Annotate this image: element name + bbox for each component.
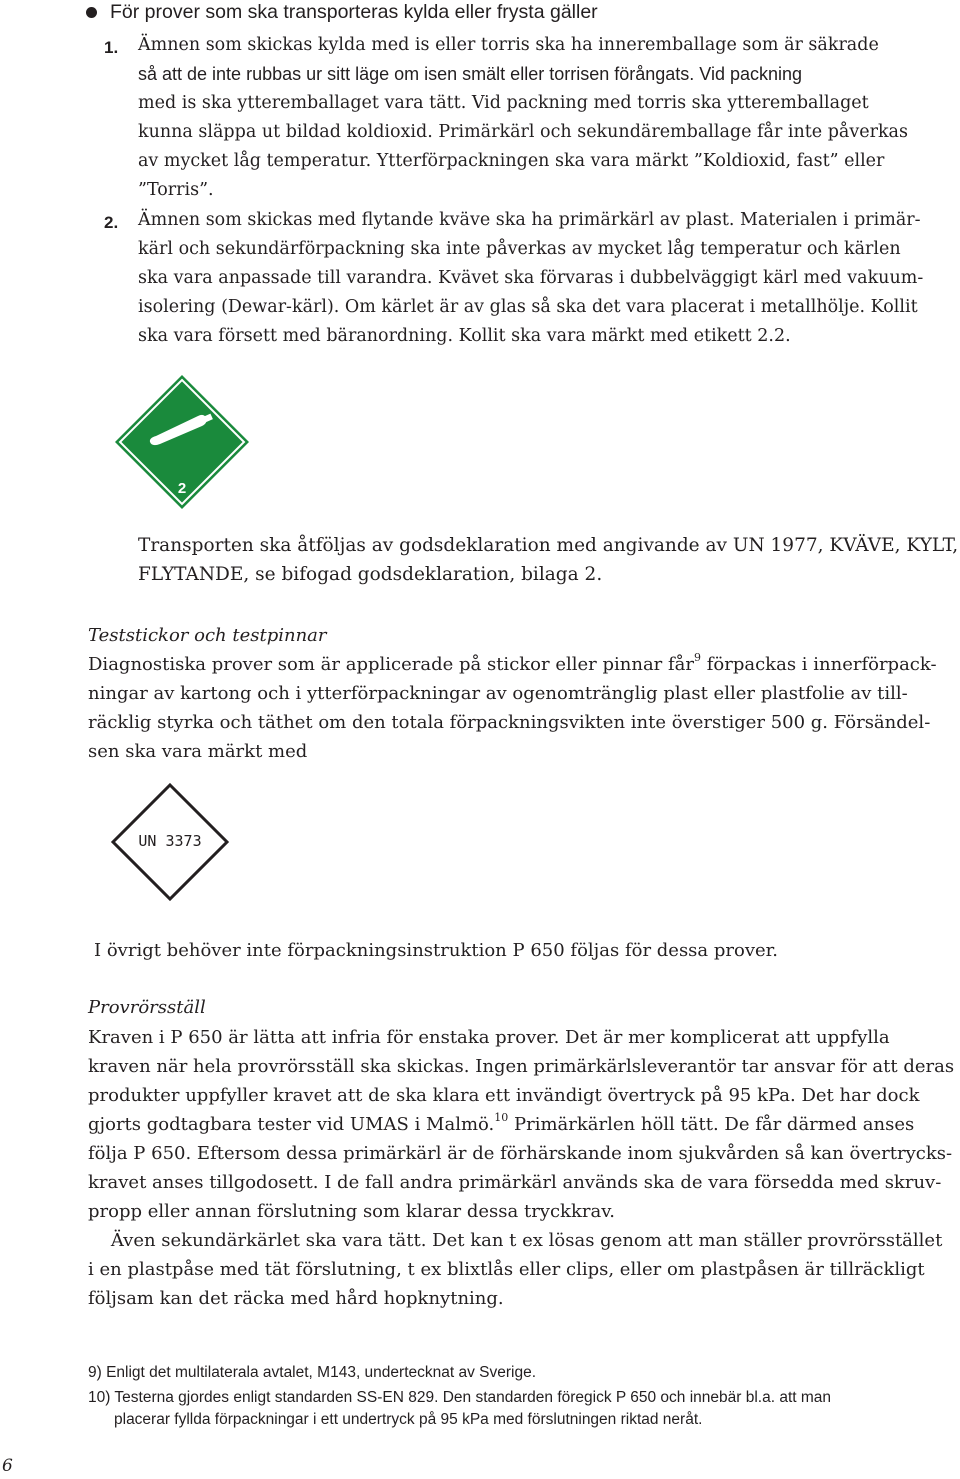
test-sticks-paragraph xyxy=(88,650,956,766)
item-line: kärl och sekundärförpackning ska inte påverkas av mycket låg temperatur och kärlen xyxy=(138,239,901,259)
text-run: förpackas i innerförpack- xyxy=(701,654,937,675)
item-line: ska vara försett med bäranordning. Kollit ska vara märkt med etikett 2.2. xyxy=(138,326,791,346)
footnote-ref-9: 9 xyxy=(694,651,702,664)
transport-note xyxy=(138,531,960,589)
footnotes xyxy=(88,1362,831,1431)
paragraph-line: räcklig styrka och täthet om den totala förpackningsvikten inte överstiger 500 g. Försändel- xyxy=(88,712,931,733)
item-line: Ämnen som skickas med flytande kväve ska ha primärkärl av plast. Materialen i primär- xyxy=(138,210,921,230)
footnote-ref-10: 10 xyxy=(494,1111,509,1124)
item-line: Ämnen som skickas kylda med is eller torris ska ha inneremballage som är säkrade xyxy=(138,35,879,55)
bullet-dot xyxy=(86,7,97,18)
paragraph-line: följsam kan det räcka med hård hopknytning. xyxy=(88,1288,504,1309)
paragraph-line: kraven när hela provrörsställ ska skickas. Ingen primärkärlsleverantör tar ansvar för att deras xyxy=(88,1056,955,1077)
un-label-text: UN 3373 xyxy=(138,832,202,850)
paragraph-line: kravet anses tillgodosett. I de fall andra primärkärl används ska de vara försedda med skruv- xyxy=(88,1172,942,1193)
item-line: ska vara anpassade till varandra. Kvävet ska förvaras i dubbelväggigt kärl med vakuum- xyxy=(138,268,924,288)
paragraph-line: ningar av kartong och i ytterförpackningar av ogenomtränglig plast eller plastfolie av till- xyxy=(88,683,908,704)
item-number: 1. xyxy=(104,38,119,57)
non-flammable-gas-label xyxy=(112,372,252,512)
paragraph-line: i en plastpåse med tät förslutning, t ex blixtlås eller clips, eller om plastpåsen är tillräckligt xyxy=(88,1259,925,1280)
bullet-text: För prover som ska transporteras kylda eller frysta gäller xyxy=(110,1,598,23)
item-line: ”Torris”. xyxy=(138,180,214,200)
section-heading-test-sticks: Teststickor och testpinnar xyxy=(88,625,327,646)
paragraph-line: sen ska vara märkt med xyxy=(88,741,308,762)
paragraph-line: Även sekundärkärlet ska vara tätt. Det kan t ex lösas genom att man ställer provrörsstället xyxy=(88,1230,943,1251)
transport-note-line: FLYTANDE, se bifogad godsdeklaration, bilaga 2. xyxy=(138,564,603,585)
item-line: med is ska ytteremballaget vara tätt. Vid packning med torris ska ytteremballaget xyxy=(138,93,869,113)
footnote-9: 9) Enligt det multilaterala avtalet, M143, undertecknat av Sverige. xyxy=(88,1364,537,1381)
tube-racks-paragraph xyxy=(88,1023,956,1313)
page-number: 6 xyxy=(2,1456,13,1476)
list-item-2 xyxy=(104,206,954,351)
item-number: 2. xyxy=(104,213,119,232)
section-heading-tube-racks: Provrörsställ xyxy=(88,997,206,1018)
text-run: Diagnostiska prover som är applicerade på stickor eller pinnar får xyxy=(88,654,695,675)
footnote-10-line1: 10) Testerna gjordes enligt standarden SS-EN 829. Den standarden föregick P 650 och innebär bl.a. att man xyxy=(88,1389,832,1406)
gas-label-number: 2 xyxy=(177,480,187,497)
text-run: gjorts godtagbara tester vid UMAS i Malmö. xyxy=(88,1114,495,1135)
un3373-label xyxy=(110,782,230,902)
paragraph-line xyxy=(88,650,956,679)
transport-note-line: Transporten ska åtföljas av godsdeklaration med angivande av UN 1977, KVÄVE, KYLT, xyxy=(138,535,959,556)
item-line: av mycket låg temperatur. Ytterförpackningen ska vara märkt ”Koldioxid, fast” eller xyxy=(138,151,885,171)
item-line: isolering (Dewar-kärl). Om kärlet är av glas så ska det vara placerat i metallhölje. Kollit xyxy=(138,297,918,317)
item-line: så att de inte rubbas ur sitt läge om isen smält eller torrisen förångats. Vid packning xyxy=(138,64,803,84)
text-run: Primärkärlen höll tätt. De får därmed anses xyxy=(508,1114,915,1135)
paragraph-line xyxy=(88,1110,956,1139)
footnote-10-line2: placerar fyllda förpackningar i ett undertryck på 95 kPa med förslutningen riktad neråt. xyxy=(114,1411,703,1428)
paragraph-line: produkter uppfyller kravet att de ska klara ett invändigt övertryck på 95 kPa. Det har dock xyxy=(88,1085,920,1106)
paragraph-line: följa P 650. Eftersom dessa primärkärl är de förhärskande inom sjukvården så kan övertrycks- xyxy=(88,1143,953,1164)
p650-note: I övrigt behöver inte förpackningsinstruktion P 650 följas för dessa prover. xyxy=(94,940,778,961)
paragraph-line: propp eller annan förslutning som klarar dessa tryckkrav. xyxy=(88,1201,615,1222)
item-line: kunna släppa ut bildad koldioxid. Primärkärl och sekundäremballage får inte påverkas xyxy=(138,122,908,142)
list-item-1 xyxy=(104,31,954,205)
paragraph-line: Kraven i P 650 är lätta att infria för enstaka prover. Det är mer komplicerat att uppfylla xyxy=(88,1027,890,1048)
